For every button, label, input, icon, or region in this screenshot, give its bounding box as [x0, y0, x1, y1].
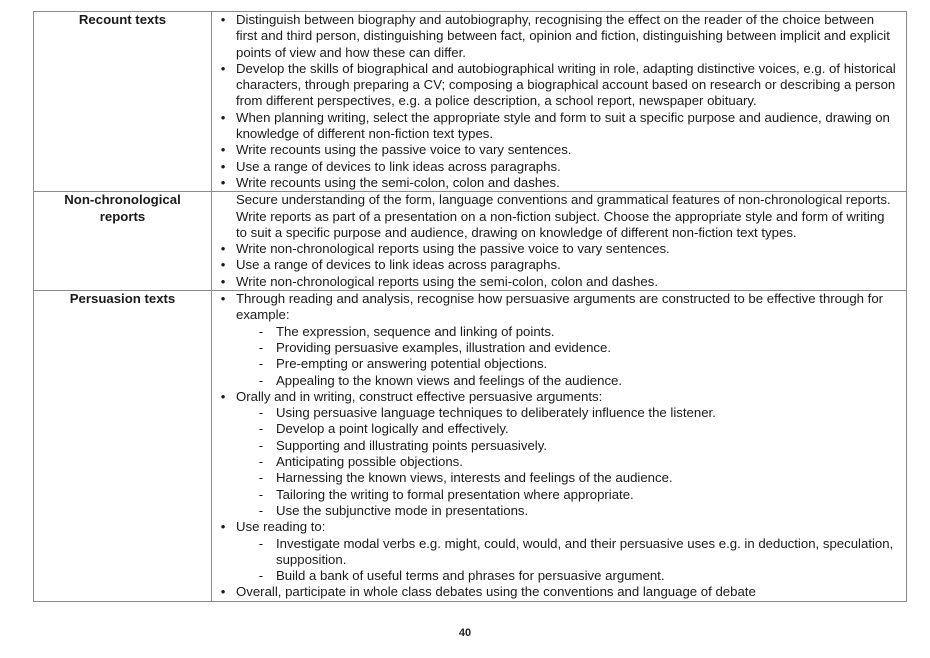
item-text: Use reading to: — [236, 519, 326, 535]
content-cell — [212, 12, 907, 192]
item-text: Write non-chronological reports using the passive voice to vary sentences. — [236, 241, 670, 257]
item-text: Write recounts using the semi-colon, colon and dashes. — [236, 174, 560, 190]
bullet-icon: • — [220, 388, 226, 404]
page-number: 40 — [458, 627, 472, 639]
sub-list-item — [212, 487, 898, 503]
topic-cell — [34, 192, 212, 291]
sub-list-item — [212, 568, 898, 584]
item-text: Harnessing the known views, interests and feelings of the audience. — [276, 470, 673, 486]
table-body — [34, 12, 907, 602]
list-item — [212, 274, 898, 290]
table-row — [34, 192, 907, 291]
item-text: Use a range of devices to link ideas across paragraphs. — [236, 257, 561, 273]
bullet-icon: • — [220, 519, 226, 535]
bullet-icon: • — [220, 142, 226, 158]
dash-marker-icon: - — [258, 486, 264, 502]
topic-cell — [34, 12, 212, 192]
sub-list-item — [212, 324, 898, 340]
sub-list-item — [212, 438, 898, 454]
item-text: Distinguish between biography and autobiography, recognising the effect on the reader of the choice between first and third person, distinguishing between fact, opinion and fiction, distinguishing between implicit and explicit points of view and how these can differ. — [236, 12, 890, 60]
bullet-icon: • — [220, 60, 226, 76]
list-item — [212, 519, 898, 535]
item-text: Write recounts using the passive voice to vary sentences. — [236, 142, 572, 158]
item-text: When planning writing, select the appropriate style and form to suit a specific purpose and audience, drawing on knowledge of different non-fiction text types. — [236, 109, 890, 142]
content-cell — [212, 192, 907, 291]
dash-marker-icon: - — [258, 502, 264, 518]
item-text: Develop the skills of biographical and autobiographical writing in role, adapting distinctive voices, e.g. of historical characters, through preparing a CV; composing a biographical account based on research or describing a person from different perspectives, e.g. a police description, a school report, newspaper obituary. — [236, 60, 896, 109]
topic-label: Recount texts — [78, 12, 167, 27]
bullet-icon: • — [220, 174, 226, 190]
topic-cell — [34, 291, 212, 602]
dash-marker-icon: - — [258, 421, 264, 437]
dash-marker-icon: - — [258, 470, 264, 486]
bullet-icon: • — [220, 584, 226, 600]
sub-list-item — [212, 356, 898, 372]
item-text: Build a bank of useful terms and phrases for persuasive argument. — [276, 568, 665, 584]
table-row — [34, 12, 907, 192]
item-text: Pre-empting or answering potential objections. — [276, 356, 548, 372]
list-item — [212, 257, 898, 273]
list-item — [212, 61, 898, 110]
item-text: Appealing to the known views and feelings of the audience. — [276, 372, 623, 388]
item-text: Using persuasive language techniques to deliberately influence the listener. — [276, 405, 716, 421]
sub-list-item — [212, 405, 898, 421]
list-item — [212, 241, 898, 257]
list-item — [212, 389, 898, 405]
sub-list-item — [212, 536, 898, 569]
table-row — [34, 291, 907, 602]
item-text: Through reading and analysis, recognise how persuasive arguments are constructed to be effective through for example: — [236, 291, 884, 323]
bullet-icon: • — [220, 291, 226, 307]
item-text: Anticipating possible objections. — [276, 454, 463, 470]
bullet-icon: • — [220, 12, 226, 27]
list-item — [212, 110, 898, 143]
item-text: Use the subjunctive mode in presentations. — [276, 502, 529, 518]
content-cell — [212, 291, 907, 602]
item-text: The expression, sequence and linking of points. — [276, 323, 555, 339]
list-item — [212, 159, 898, 175]
dash-marker-icon: - — [258, 372, 264, 388]
dash-marker-icon: - — [258, 568, 264, 584]
sub-list-item — [212, 373, 898, 389]
item-text: Develop a point logically and effectively. — [276, 421, 509, 437]
sub-list-item — [212, 454, 898, 470]
dash-marker-icon: - — [258, 356, 264, 372]
item-text: Tailoring the writing to formal presentation where appropriate. — [276, 486, 634, 502]
bullet-icon: • — [220, 273, 226, 289]
item-text: Orally and in writing, construct effective persuasive arguments: — [236, 388, 603, 404]
dash-marker-icon: - — [258, 323, 264, 339]
sub-list-item — [212, 421, 898, 437]
item-text: Providing persuasive examples, illustration and evidence. — [276, 339, 611, 355]
bullet-icon: • — [220, 241, 226, 257]
list-item — [212, 291, 898, 324]
dash-marker-icon: - — [258, 339, 264, 355]
bullet-icon: • — [220, 257, 226, 273]
sub-list-item — [212, 470, 898, 486]
topic-label: Non-chronological reports — [64, 192, 181, 224]
item-text: Secure understanding of the form, language conventions and grammatical features of non-chronological reports. Write reports as part of a presentation on a non-fiction subject. Choose the appropriate style and form of writing to suit a specific purpose and audience, drawing on knowledge of different non-fiction text types. — [236, 192, 891, 240]
paragraph — [212, 192, 898, 241]
list-item — [212, 584, 898, 600]
dash-marker-icon: - — [258, 405, 264, 421]
topic-label: Persuasion texts — [69, 291, 176, 307]
item-text: Write non-chronological reports using the semi-colon, colon and dashes. — [236, 273, 658, 289]
bullet-icon: • — [220, 158, 226, 174]
dash-marker-icon: - — [258, 535, 264, 551]
item-text: Investigate modal verbs e.g. might, could, would, and their persuasive uses e.g. in deduction, speculation, supposition. — [276, 535, 894, 567]
dash-marker-icon: - — [258, 454, 264, 470]
item-text: Supporting and illustrating points persuasively. — [276, 437, 547, 453]
sub-list-item — [212, 340, 898, 356]
sub-list-item — [212, 503, 898, 519]
item-text: Use a range of devices to link ideas across paragraphs. — [236, 158, 561, 174]
curriculum-table — [33, 11, 907, 602]
item-text: Overall, participate in whole class debates using the conventions and language of debate — [236, 584, 756, 600]
list-item — [212, 142, 898, 158]
list-item — [212, 175, 898, 191]
bullet-icon: • — [220, 109, 226, 125]
dash-marker-icon: - — [258, 437, 264, 453]
list-item — [212, 12, 898, 61]
